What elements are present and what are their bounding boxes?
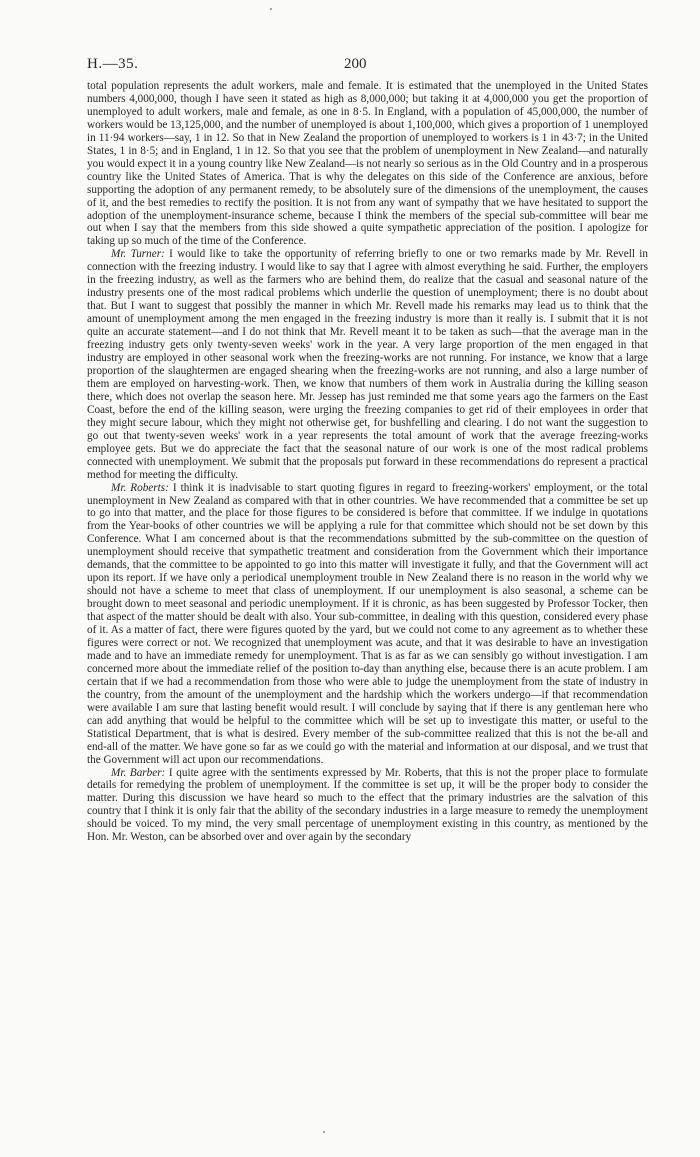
paragraph-text: total population represents the adult workers, male and female. It is estimated that the unemployed in the United States numbers 4,000,000, though I have seen it stated as high as 8,000,000; but taking it at 4,000,000 you get the proportion of unemployed to adult workers, male and female, as one in 8·5. In England, with a population of 45,000,000, the number of workers would be 13,125,000, and the number of unemployed is about 1,100,000, which gives a proportion of 1 unemployed in 11·94 workers—say, 1 in 12. So that in New Zealand the proportion of unemployed to workers is 1 in 43·7; in the United States, 1 in 8·5; and in England, 1 in 12. So that you see that the problem of unemployment in New Zealand—and naturally you would expect it in a young country like New Zealand—is not nearly so serious as in the Old Country and in a prosperous country like the United States of America. That is why the delegates on this side of the Conference are anxious, before supporting the adoption of any permanent remedy, to be absolutely sure of the dimensions of the unemployment, the causes of it, and the best remedies to rectify the position. It is not from any want of sympathy that we have hesitated to support the adoption of the unemployment-insurance scheme, because I think the members of the special sub-committee will bear me out when I say that the members from this side showed a quite sympathetic appreciation of the position. I apologize for taking up so much of the time of the Conference.	[87, 80, 648, 248]
paragraph-continuation	[87, 80, 648, 248]
page-number: 200	[344, 56, 367, 72]
speaker-name: Mr. Turner:	[111, 248, 165, 261]
paragraph-roberts	[87, 482, 648, 767]
paragraph-turner	[87, 248, 648, 481]
paragraph-text: I would like to take the opportunity of referring briefly to one or two remarks made by Mr. Revell in connection with the freezing industry. I would like to say that I agree with almost everything he said. Further, the employers in the freezing industry, as well as the farmers who are behind them, do realize that the casual and seasonal nature of the industry presents one of the most radical problems which underlie the question of unemployment; there is no doubt about that. But I want to suggest that possibly the manner in which Mr. Revell made his remarks may lead us to think that the amount of unemployment among the men engaged in the freezing industry is more than it really is. I submit that it is not quite an accurate statement—and I do not think that Mr. Revell meant it to be taken as such—that the average man in the freezing industry gets only twenty-seven weeks' work in the year. A very large proportion of the men engaged in that industry are employed in other seasonal work when the freezing-works are not running. For instance, we know that a large proportion of the slaughtermen are engaged shearing when the freezing-works are not running, and also a large number of them are employed on harvesting-work. Then, we know that numbers of them work in Australia during the killing season there, which does not overlap the season here. Mr. Jessep has just reminded me that some years ago the farmers on the East Coast, before the end of the killing season, were urging the freezing companies to get rid of their employees in order that they might secure labour, which they might not otherwise get, for bushfelling and clearing. I do not want the suggestion to go out that twenty-seven weeks' work in a year represents the total amount of work that the average freezing-works employee gets. But we do appreciate the fact that the seasonal nature of our work is one of the most radical problems connected with unemployment. We submit that the proposals put forward in these recommendations do represent a practical method for meeting the difficulty.	[87, 248, 649, 481]
paragraph-text: I quite agree with the sentiments expressed by Mr. Roberts, that this is not the proper place to formulate details for remedying the problem of unemployment. If the committee is set up, it will be the proper body to consider the matter. During this discussion we have heard so much to the effect that the primary industries are the salvation of this country that I think it is only fair that the ability of the secondary industries in a large measure to remedy the unemployment should be voiced. To my mind, the very small percentage of unemployment existing in this country, as mentioned by the Hon. Mr. Weston, can be absorbed over and over again by the secondary	[87, 766, 649, 844]
paragraph-barber	[87, 767, 648, 845]
body-text	[87, 80, 648, 844]
scan-speck-bottom	[323, 1131, 325, 1133]
scan-speck-top	[270, 8, 272, 10]
speaker-name: Mr. Barber:	[111, 766, 166, 779]
paragraph-text: I think it is inadvisable to start quoting figures in regard to freezing-workers' employment, or the total unemployment in New Zealand as compared with that in other countries. We have recommended that a committee be set up to go into that matter, and the place for those figures to be considered is before that committee. If we indulge in quotations from the Year-books of other countries we will be applying a rule for that committee which should not be set down by this Conference. What I am concerned about is that the recommendations submitted by the sub-committee on the question of unemployment should receive that sympathetic treatment and consideration from the Government which their importance demands, that the committee to be appointed to go into this matter will investigate it fully, and that the Government will act upon its report. If we have only a periodical unemployment trouble in New Zealand there is no reason in the world why we should not have a scheme to meet that class of unemployment. If our unemployment is also seasonal, a scheme can be brought down to meet seasonal and periodic unemployment. If it is chronic, as has been suggested by Professor Tocker, then that aspect of the matter should be dealt with also. Your sub-committee, in dealing with this question, considered every phase of it. As a matter of fact, there were figures quoted by the yard, but we could not come to any agreement as to whether these figures were correct or not. We recognized that unemployment was acute, and that it was desirable to have an investigation made and to have an immediate remedy for unemployment. That is as far as we can sensibly go without investigation. I am concerned more about the immediate relief of the position to-day than anything else, because there is an acute problem. I am certain that if we had a recommendation from those who were able to judge the unemployment from the state of industry in the country, from the amount of the unemployment and the hardship which the workers undergo—if that recommendation were available I am sure that lasting benefit would result. I will conclude by saying that if there is any gentleman here who can add anything that would be helpful to the committee which will be set up to investigate this matter, or useful to the Statistical Department, that is what is desired. Every member of the sub-committee realized that this is not the be-all and end-all of the matter. We have gone so far as we could go with the material and information at our disposal, and we trust that the Government will act upon our recommendations.	[87, 481, 648, 766]
page-header	[87, 56, 660, 76]
document-reference: H.—35.	[87, 56, 139, 72]
speaker-name: Mr. Roberts:	[111, 481, 169, 494]
